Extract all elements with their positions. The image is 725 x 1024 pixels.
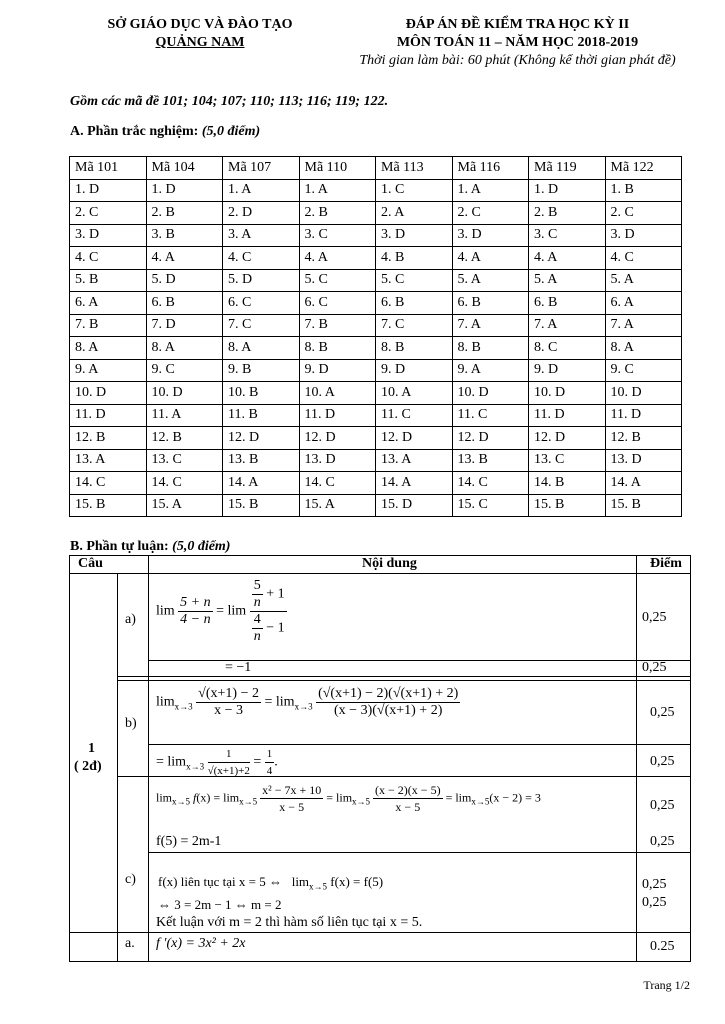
mcq-answer-cell: 2. C <box>452 202 529 225</box>
mcq-answer-row <box>70 202 682 225</box>
mcq-answer-cell: 11. C <box>376 404 453 427</box>
question-1-points: ( 2đ) <box>74 759 102 774</box>
mcq-header-cell: Mã 119 <box>529 157 606 180</box>
mcq-header-cell: Mã 101 <box>70 157 147 180</box>
mcq-answer-cell: 12. B <box>70 427 147 450</box>
score-d1: 0.25 <box>650 939 675 954</box>
mcq-answer-cell: 12. D <box>452 427 529 450</box>
mcq-answer-cell: 6. B <box>376 292 453 315</box>
mcq-answer-cell: 15. B <box>605 494 682 517</box>
mcq-answer-cell: 15. B <box>529 494 606 517</box>
mcq-answer-cell: 1. D <box>529 179 606 202</box>
mcq-header-cell: Mã 104 <box>146 157 223 180</box>
part-b-marker: b) <box>125 716 137 731</box>
mcq-answer-cell: 5. C <box>376 269 453 292</box>
col-content-header: Nội dung <box>362 556 417 571</box>
mcq-answer-cell: 13. C <box>146 449 223 472</box>
mcq-answer-row <box>70 269 682 292</box>
mcq-answer-cell: 1. D <box>70 179 147 202</box>
mcq-answer-row <box>70 427 682 450</box>
exam-header <box>330 16 705 70</box>
question-2a-marker: a. <box>125 936 135 951</box>
mcq-answer-cell: 4. A <box>299 247 376 270</box>
mcq-answer-cell: 7. B <box>299 314 376 337</box>
mcq-answer-cell: 3. D <box>376 224 453 247</box>
mcq-answer-cell: 14. C <box>70 472 147 495</box>
essay-answer-table <box>69 555 691 962</box>
mcq-answer-cell: 8. A <box>605 337 682 360</box>
mcq-answer-row <box>70 494 682 517</box>
mcq-answer-cell: 15. C <box>452 494 529 517</box>
mcq-answer-cell: 2. A <box>376 202 453 225</box>
mcq-answer-cell: 3. C <box>299 224 376 247</box>
conclusion: Kết luận với m = 2 thì hàm số liên tục tại x = 5. <box>156 915 423 930</box>
mcq-answer-cell: 10. B <box>223 382 300 405</box>
mcq-answer-cell: 8. A <box>146 337 223 360</box>
mcq-answer-cell: 5. D <box>223 269 300 292</box>
mcq-answer-cell: 15. B <box>223 494 300 517</box>
f5-value: f(5) = 2m-1 <box>156 834 222 849</box>
mcq-answer-cell: 13. B <box>223 449 300 472</box>
limit-a-expression: lim $\frac{5 + n}{4 - n}$ = lim $\frac{5}{n}$ + 1 $\frac{4}{n}$ − 1 <box>156 578 285 644</box>
mcq-answer-cell: 8. A <box>70 337 147 360</box>
mcq-answer-row <box>70 472 682 495</box>
mcq-answer-cell: 3. C <box>529 224 606 247</box>
mcq-answer-cell: 7. A <box>529 314 606 337</box>
mcq-answer-cell: 6. B <box>529 292 606 315</box>
mcq-answer-cell: 15. A <box>299 494 376 517</box>
mcq-answer-cell: 10. D <box>452 382 529 405</box>
mcq-answer-cell: 14. B <box>529 472 606 495</box>
mcq-answer-cell: 5. D <box>146 269 223 292</box>
mcq-answer-cell: 7. C <box>376 314 453 337</box>
department-header <box>70 16 330 52</box>
mcq-answer-cell: 12. D <box>529 427 606 450</box>
mcq-answer-cell: 14. A <box>376 472 453 495</box>
score-b2: 0,25 <box>650 754 675 769</box>
department-line2: QUẢNG NAM <box>155 35 245 50</box>
mcq-answer-cell: 11. D <box>529 404 606 427</box>
mcq-answer-cell: 9. C <box>146 359 223 382</box>
mcq-answer-cell: 2. B <box>529 202 606 225</box>
mcq-answer-row <box>70 382 682 405</box>
mcq-answer-cell: 10. A <box>376 382 453 405</box>
mcq-header-cell: Mã 113 <box>376 157 453 180</box>
mcq-answer-cell: 6. C <box>223 292 300 315</box>
mcq-answer-cell: 5. C <box>299 269 376 292</box>
mcq-answer-cell: 8. B <box>452 337 529 360</box>
mcq-answer-cell: 13. D <box>605 449 682 472</box>
mcq-answer-cell: 6. A <box>605 292 682 315</box>
mcq-answer-cell: 8. C <box>529 337 606 360</box>
mcq-answer-cell: 15. D <box>376 494 453 517</box>
codes-line: Gồm các mã đề 101; 104; 107; 110; 113; 116; 119; 122. <box>70 94 389 109</box>
continuity-condition-rhs: f(x) = f(5) <box>330 874 384 889</box>
mcq-answer-row <box>70 359 682 382</box>
limit-a-result: = −1 <box>225 660 252 675</box>
mcq-answer-cell: 2. C <box>70 202 147 225</box>
mcq-header-cell: Mã 122 <box>605 157 682 180</box>
mcq-answer-cell: 11. D <box>299 404 376 427</box>
mcq-answer-row <box>70 314 682 337</box>
limit-b-result: = $\lim_{x\to 3}$ $\frac{1}{√(x+1)+2}$ = $\frac{1}{4}$ . <box>156 748 278 777</box>
mcq-answer-cell: 10. D <box>529 382 606 405</box>
mcq-answer-row <box>70 449 682 472</box>
continuity-condition-lhs: f(x) liên tục tại x = 5 ⇔ <box>158 874 282 889</box>
continuity-condition: f(x) liên tục tại x = 5 ⇔ $\lim_{x\to 5} f(x) = f(5)$ <box>158 874 384 892</box>
mcq-answer-row <box>70 224 682 247</box>
mcq-answer-cell: 9. D <box>376 359 453 382</box>
mcq-answer-cell: 5. A <box>452 269 529 292</box>
mcq-answer-cell: 15. A <box>146 494 223 517</box>
exam-subject: MÔN TOÁN 11 – NĂM HỌC 2018-2019 <box>396 35 639 50</box>
limit-c-expression: $\lim_{x\to 5} f(x) = \lim_{x\to 5}$ $\frac{\text{x² − 7x + 10}}{x - 5}$ = $\lim_{x\to 5}$ $\frac{(x - 2)(x - 5)}{x - 5}$ = $\lim_{x\to 5}(x - 2) = 3$ <box>156 783 541 814</box>
score-c1: 0,25 <box>650 798 675 813</box>
score-b1: 0,25 <box>650 705 675 720</box>
mcq-answer-cell: 7. C <box>223 314 300 337</box>
mcq-answer-row <box>70 337 682 360</box>
mcq-answer-cell: 2. D <box>223 202 300 225</box>
mcq-answer-cell: 4. C <box>605 247 682 270</box>
mcq-answer-cell: 12. D <box>299 427 376 450</box>
mcq-answer-cell: 4. A <box>146 247 223 270</box>
mcq-answer-cell: 5. A <box>529 269 606 292</box>
mcq-answer-cell: 10. D <box>146 382 223 405</box>
mcq-answer-cell: 10. A <box>299 382 376 405</box>
mcq-answer-cell: 5. B <box>70 269 147 292</box>
derivative-expression: f ′(x) = 3x² + 2x <box>156 936 246 951</box>
part-b-points: (5,0 điểm) <box>172 539 231 554</box>
mcq-answer-cell: 7. D <box>146 314 223 337</box>
mcq-answer-cell: 2. B <box>299 202 376 225</box>
mcq-answer-cell: 12. D <box>223 427 300 450</box>
mcq-answer-cell: 9. D <box>529 359 606 382</box>
mcq-answer-cell: 1. A <box>299 179 376 202</box>
part-a-marker: a) <box>125 612 136 627</box>
page-number: Trang 1/2 <box>643 978 690 992</box>
col-question-header: Câu <box>78 556 103 571</box>
mcq-answer-row <box>70 179 682 202</box>
mcq-answer-cell: 4. A <box>452 247 529 270</box>
mcq-answer-cell: 11. C <box>452 404 529 427</box>
mcq-answer-table <box>69 156 682 517</box>
mcq-answer-cell: 8. B <box>376 337 453 360</box>
limit-b-expression: $\lim_{x\to 3}$ $\frac{√(x+1) - 2}{x - 3}$ = $\lim_{x\to 3}$ $\frac{(√(x+1) - 2)(√(x+1) + 2)}{(x - 3)(√(x+1) + 2)}$ <box>156 686 459 718</box>
mcq-answer-cell: 1. B <box>605 179 682 202</box>
mcq-answer-cell: 13. A <box>70 449 147 472</box>
mcq-answer-cell: 1. A <box>452 179 529 202</box>
mcq-answer-cell: 7. B <box>70 314 147 337</box>
mcq-answer-cell: 7. A <box>605 314 682 337</box>
mcq-answer-cell: 3. B <box>146 224 223 247</box>
mcq-answer-cell: 9. B <box>223 359 300 382</box>
mcq-answer-cell: 13. A <box>376 449 453 472</box>
mcq-answer-cell: 10. D <box>70 382 147 405</box>
mcq-answer-cell: 6. A <box>70 292 147 315</box>
part-a-points: (5,0 điểm) <box>201 124 261 139</box>
score-c3: 0,25 <box>642 877 667 892</box>
mcq-answer-row <box>70 404 682 427</box>
mcq-answer-cell: 15. B <box>70 494 147 517</box>
mcq-answer-cell: 3. A <box>223 224 300 247</box>
mcq-header-cell: Mã 107 <box>223 157 300 180</box>
mcq-answer-cell: 11. B <box>223 404 300 427</box>
mcq-answer-cell: 1. A <box>223 179 300 202</box>
mcq-header-row <box>70 157 682 180</box>
mcq-answer-cell: 11. D <box>605 404 682 427</box>
mcq-answer-cell: 14. C <box>299 472 376 495</box>
mcq-header-cell: Mã 110 <box>299 157 376 180</box>
mcq-answer-cell: 12. D <box>376 427 453 450</box>
part-b-heading <box>70 539 230 555</box>
mcq-answer-cell: 6. B <box>452 292 529 315</box>
mcq-answer-cell: 6. B <box>146 292 223 315</box>
mcq-answer-cell: 8. A <box>223 337 300 360</box>
solve-m: ⇔ 3 = 2m − 1 ⇔ m = 2 <box>158 897 282 912</box>
mcq-answer-cell: 1. D <box>146 179 223 202</box>
mcq-answer-row <box>70 247 682 270</box>
exam-time-note: Thời gian làm bài: 60 phút (Không kể thời gian phát đề) <box>359 53 676 68</box>
mcq-answer-cell: 11. D <box>70 404 147 427</box>
mcq-answer-cell: 4. A <box>529 247 606 270</box>
mcq-answer-cell: 2. B <box>146 202 223 225</box>
mcq-header-cell: Mã 116 <box>452 157 529 180</box>
mcq-answer-cell: 8. B <box>299 337 376 360</box>
department-line1: SỞ GIÁO DỤC VÀ ĐÀO TẠO <box>107 17 293 32</box>
mcq-answer-cell: 13. D <box>299 449 376 472</box>
mcq-answer-cell: 5. A <box>605 269 682 292</box>
mcq-answer-cell: 14. A <box>605 472 682 495</box>
part-c-marker: c) <box>125 872 136 887</box>
score-a2: 0,25 <box>642 660 667 675</box>
mcq-answer-row <box>70 292 682 315</box>
mcq-answer-cell: 1. C <box>376 179 453 202</box>
mcq-answer-cell: 12. B <box>605 427 682 450</box>
score-c2: 0,25 <box>650 834 675 849</box>
part-a-label: A. Phần trắc nghiệm: <box>70 124 199 139</box>
mcq-answer-cell: 10. D <box>605 382 682 405</box>
question-1-label: 1 <box>88 741 95 756</box>
mcq-answer-cell: 4. C <box>70 247 147 270</box>
part-b-label: B. Phần tự luận: <box>70 539 169 554</box>
mcq-answer-cell: 12. B <box>146 427 223 450</box>
mcq-answer-cell: 9. C <box>605 359 682 382</box>
mcq-answer-cell: 11. A <box>146 404 223 427</box>
mcq-answer-cell: 13. C <box>529 449 606 472</box>
exam-title: ĐÁP ÁN ĐỀ KIỂM TRA HỌC KỲ II <box>405 17 630 32</box>
mcq-answer-cell: 14. C <box>452 472 529 495</box>
mcq-answer-cell: 9. D <box>299 359 376 382</box>
score-a1: 0,25 <box>642 610 667 625</box>
mcq-answer-cell: 3. D <box>452 224 529 247</box>
mcq-answer-cell: 14. A <box>223 472 300 495</box>
mcq-answer-cell: 3. D <box>70 224 147 247</box>
col-score-header: Điểm <box>650 556 682 571</box>
mcq-answer-cell: 6. C <box>299 292 376 315</box>
mcq-answer-cell: 9. A <box>70 359 147 382</box>
mcq-answer-cell: 9. A <box>452 359 529 382</box>
mcq-answer-cell: 4. C <box>223 247 300 270</box>
mcq-answer-cell: 13. B <box>452 449 529 472</box>
mcq-answer-cell: 7. A <box>452 314 529 337</box>
mcq-answer-cell: 4. B <box>376 247 453 270</box>
score-c4: 0,25 <box>642 895 667 910</box>
mcq-answer-cell: 14. C <box>146 472 223 495</box>
mcq-answer-cell: 2. C <box>605 202 682 225</box>
mcq-answer-cell: 3. D <box>605 224 682 247</box>
part-a-heading <box>70 124 260 140</box>
